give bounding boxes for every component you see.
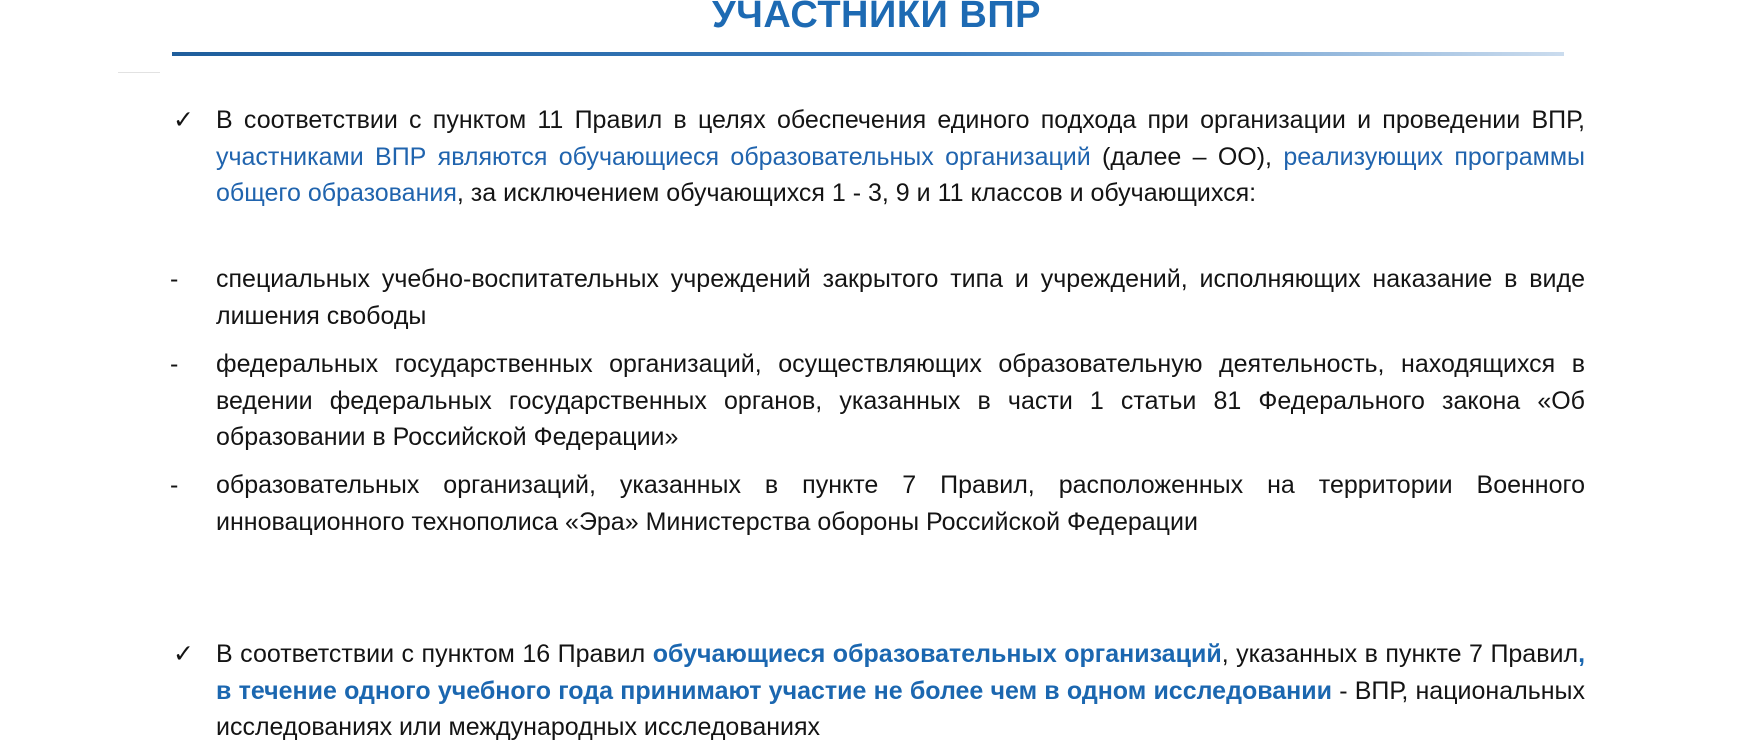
- title-underline: [172, 52, 1564, 56]
- checkmark-icon: ✓: [173, 640, 194, 668]
- dash-item-special-institutions: [170, 261, 1585, 334]
- decorative-line: [118, 72, 160, 73]
- text-segment: - ВПР, национальных исследованиях или международных исследованиях: [216, 676, 1585, 741]
- highlight-one-study: , в течение одного учебного года принимают участие не более чем в одном исследовании: [216, 640, 1586, 705]
- dash-marker: -: [170, 265, 179, 293]
- dash-item-federal-organizations: [170, 346, 1585, 456]
- dash-item-text: федеральных государственных организаций, осуществляющих образовательную деятельность, находящихся в ведении федеральных государственных органов, указанных в части 1 статьи 81 Федерального закона «Об образовании в Российской Федерации»: [216, 350, 1585, 451]
- highlight-students: обучающиеся образовательных организаций: [652, 640, 1222, 668]
- text-segment: , за исключением обучающихся 1 - 3, 9 и 11 классов и обучающихся:: [456, 179, 1257, 207]
- dash-item-text: специальных учебно-воспитательных учреждений закрытого типа и учреждений, исполняющих наказание в виде лишения свободы: [216, 265, 1585, 330]
- checkmark-icon: ✓: [173, 106, 194, 134]
- text-segment: В соответствии с пунктом 11 Правил в целях обеспечения единого подхода при организации и проведении ВПР,: [216, 106, 1585, 134]
- dash-item-text: образовательных организаций, указанных в пункте 7 Правил, расположенных на территории Военного инновационного технополиса «Эра» Министерства обороны Российской Федерации: [216, 471, 1585, 536]
- highlight-programs: реализующих программы общего образования: [216, 142, 1585, 207]
- slide-title: УЧАСТНИКИ ВПР: [712, 0, 1041, 36]
- dash-marker: -: [170, 350, 179, 378]
- dash-marker: -: [170, 471, 179, 499]
- text-segment: , указанных в пункте 7 Правил: [1221, 640, 1579, 668]
- text-segment: (далее – ОО),: [1090, 142, 1284, 171]
- dash-item-era-technopolis: [170, 467, 1585, 540]
- highlight-participants: участниками ВПР являются обучающиеся образовательных организаций: [216, 142, 1091, 171]
- bullet-participants: [170, 102, 1585, 212]
- text-segment: В соответствии с пунктом 16 Правил: [216, 640, 653, 668]
- bullet-participants-text: [216, 102, 1585, 212]
- bullet-one-study: [170, 636, 1585, 746]
- bullet-one-study-text: [216, 636, 1585, 746]
